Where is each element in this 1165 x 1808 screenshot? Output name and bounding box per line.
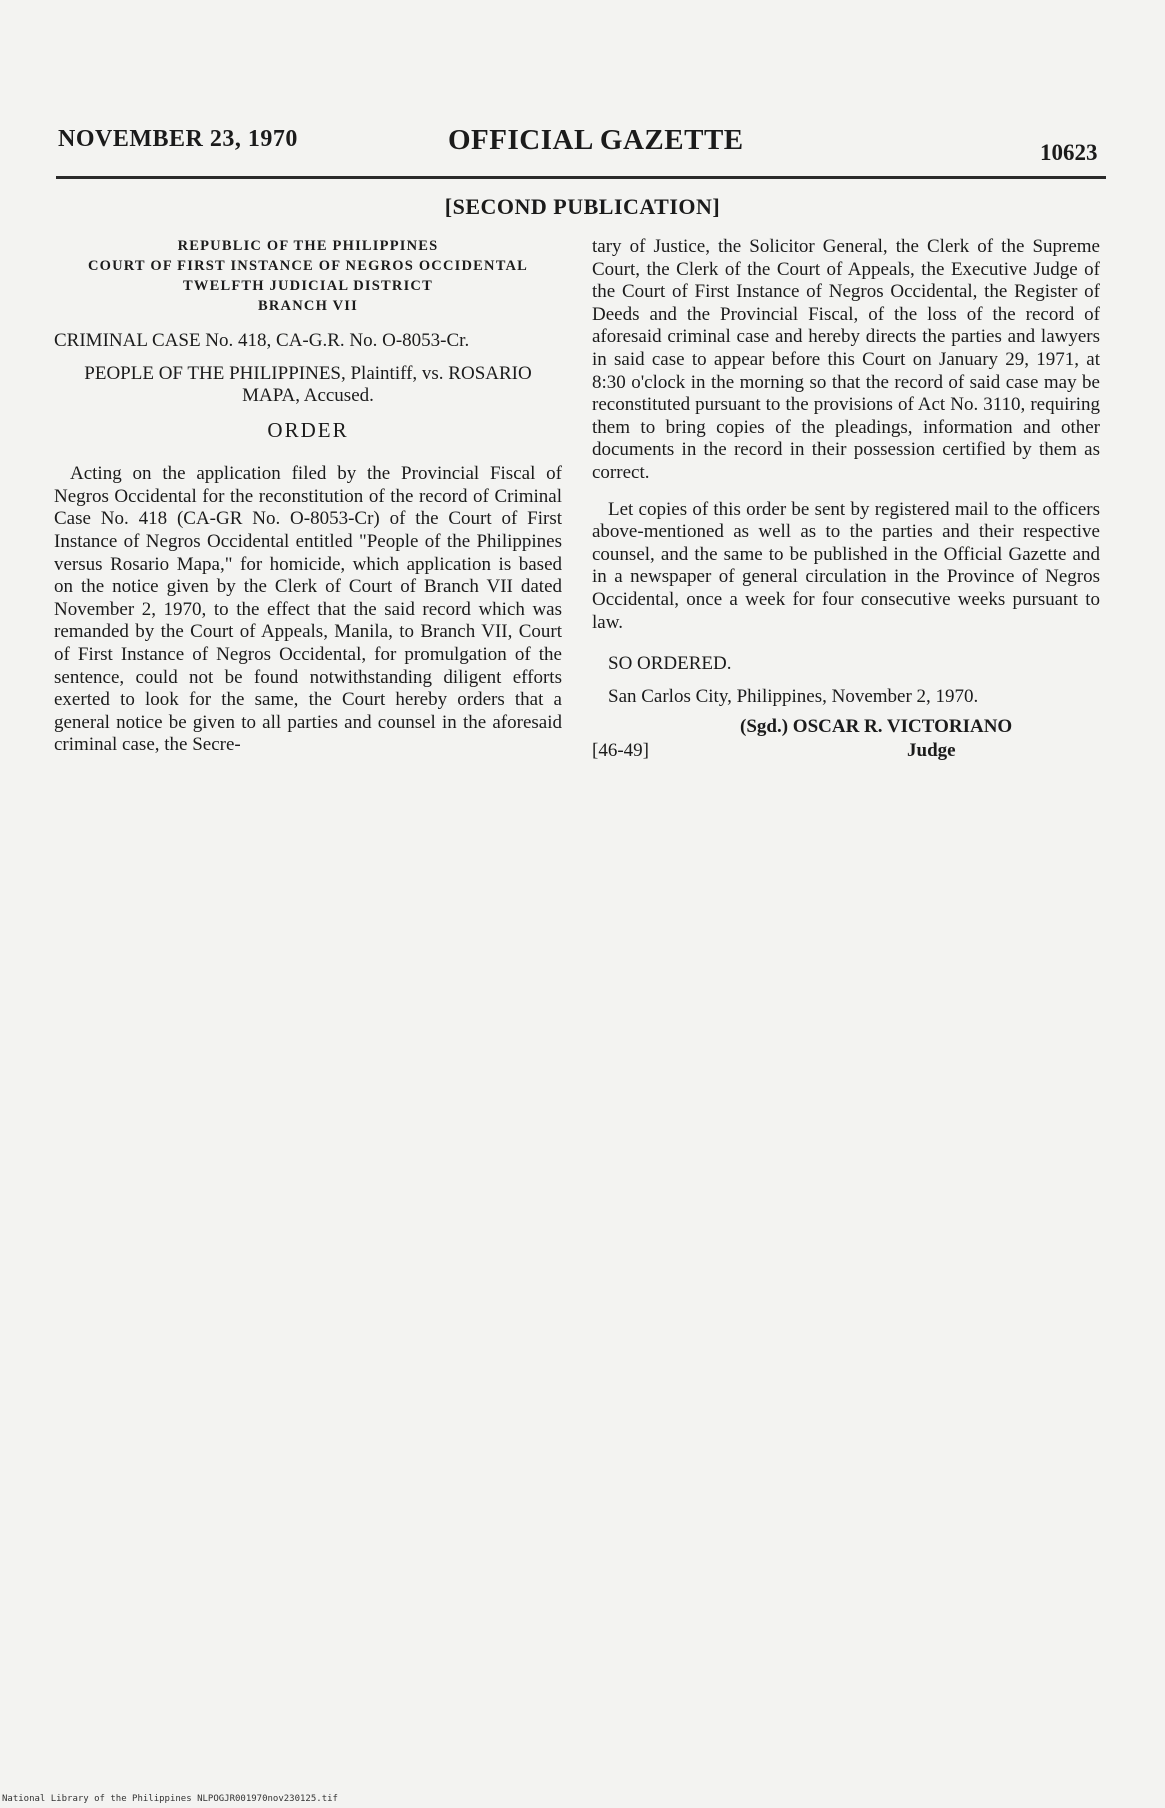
place-and-date: San Carlos City, Philippines, November 2, 1970.: [608, 685, 979, 707]
signer-name: (Sgd.) OSCAR R. VICTORIANO: [740, 716, 1013, 738]
publication-label: [SECOND PUBLICATION]: [444, 194, 721, 219]
publication-reference: [46-49]: [592, 740, 649, 762]
header-date: NOVEMBER 23, 1970: [58, 126, 298, 152]
signature-block: [592, 714, 1100, 764]
right-column: [592, 236, 1100, 764]
left-column: [54, 236, 562, 757]
header-rule: [56, 176, 1106, 179]
signer-title: Judge: [907, 740, 956, 762]
order-title: ORDER: [267, 417, 349, 442]
court-heading: [54, 236, 562, 316]
header-page-number: 10623: [1040, 140, 1098, 165]
case-parties: PEOPLE OF THE PHILIPPINES, Plaintiff, vs. ROSARIO MAPA, Accused.: [84, 362, 532, 406]
header-title: OFFICIAL GAZETTE: [448, 124, 744, 156]
court-line-instance: COURT OF FIRST INSTANCE OF NEGROS OCCIDENTAL: [87, 258, 529, 274]
scan-footer: National Library of the Philippines NLPOGJR001970nov230125.tif: [2, 1794, 338, 1804]
order-paragraph-2: Let copies of this order be sent by registered mail to the officers above-mentioned as well as to the parties and their respective counsel, and the same to be published in the Official Gazette and in a newspaper of general circulation in the Province of Negros Occidental, once a week for four consecutive weeks pursuant to law.: [592, 498, 1100, 633]
court-line-republic: REPUBLIC OF THE PHILIPPINES: [177, 238, 439, 254]
so-ordered: SO ORDERED.: [608, 653, 732, 675]
order-paragraph-1: Acting on the application filed by the Provincial Fiscal of Negros Occidental for the reconstitution of the record of Criminal Case No. 418 (CA-GR No. O-8053-Cr) of the Court of First Instance of Negros Occidental entitled "People of the Philippines versus Rosario Mapa," for homicide, which application is based on the notice given by the Clerk of Court of Branch VII dated November 2, 1970, to the effect that the said record which was remanded by the Court of Appeals, Manila, to Branch VII, Court of First Instance of Negros Occidental, for promulgation of the sentence, could not be found notwithstanding diligent efforts exerted to look for the same, the Court hereby orders that a general notice be given to all parties and counsel in the aforesaid criminal case, the Secre-: [54, 463, 562, 756]
court-line-branch: BRANCH VII: [258, 298, 358, 314]
case-number: CRIMINAL CASE No. 418, CA-G.R. No. O-8053-Cr.: [54, 330, 470, 351]
court-line-district: TWELFTH JUDICIAL DISTRICT: [183, 278, 433, 294]
order-paragraph-1-continued: tary of Justice, the Solicitor General, the Clerk of the Supreme Court, the Clerk of the Court of Appeals, the Executive Judge of the Court of First Instance of Negros Occidental, the Register of Deeds and the Provincial Fiscal, of the loss of the record of aforesaid criminal case and hereby directs the parties and lawyers in said case to appear before this Court on January 29, 1971, at 8:30 o'clock in the morning so that the record of said case may be reconstituted pursuant to the provisions of Act No. 3110, requiring them to bring copies of the pleadings, information and other documents in the record in their possession certified by them as correct.: [592, 236, 1100, 483]
